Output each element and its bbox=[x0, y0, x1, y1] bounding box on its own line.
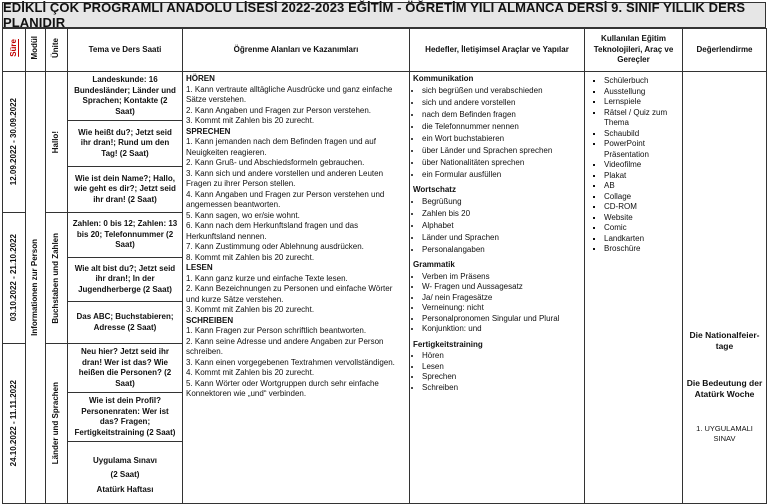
hedef-item: • Personalpronomen Singular und Plural bbox=[422, 314, 581, 325]
unit-cell: Buchstaben und Zahlen bbox=[46, 213, 68, 344]
unit-cell: Länder und Sprachen bbox=[46, 344, 68, 504]
hedef-item: • sich und andere vorstellen bbox=[422, 98, 581, 109]
teknoloji-item: ▪ Ausstellung bbox=[604, 87, 679, 98]
uygulama-saat-text: (2 Saat) bbox=[110, 470, 140, 480]
header-alanlar: Öğrenme Alanları ve Kazanımları bbox=[183, 29, 410, 72]
hedef-item: • Verben im Präsens bbox=[422, 272, 581, 283]
header-tema: Tema ve Ders Saati bbox=[68, 29, 183, 72]
hedef-item: • ein Wort buchstabieren bbox=[422, 134, 581, 145]
topic-cell: Das ABC; Buchstabieren; Adresse (2 Saat) bbox=[68, 302, 183, 344]
header-degerlendirme: Değerlendirme bbox=[683, 29, 767, 72]
header-modul: Modül bbox=[26, 29, 46, 72]
teknoloji-item: ▪ Schülerbuch bbox=[604, 76, 679, 87]
topic-cell: Wie ist dein Profil? Personenraten: Wer ist das? Fragen; Fertigkeitstraining (2 Saat) bbox=[68, 393, 183, 442]
hedef-item: • Verneinung: nicht bbox=[422, 303, 581, 314]
kazanim-item: 5. Kann sagen, wo er/sie wohnt. bbox=[186, 210, 300, 220]
teknoloji-item: ▪ Plakat bbox=[604, 171, 679, 182]
hedef-item: • über Länder und Sprachen sprechen bbox=[422, 146, 581, 157]
hedef-item: • ein Formular ausfüllen bbox=[422, 170, 581, 181]
kazanim-item: 8. Kommt mit Zahlen bis 20 zurecht. bbox=[186, 252, 315, 262]
kazanim-section-title: LESEN bbox=[186, 263, 213, 272]
uygulama-sinavi-text: Uygulama Sınavı bbox=[92, 455, 158, 465]
teknoloji-item: ▪ Comic bbox=[604, 223, 679, 234]
kazanim-item: 3. Kann einen vorgegebenen Textrahmen vervollständigen. bbox=[186, 357, 395, 367]
plan-table bbox=[2, 28, 767, 504]
hedef-section-title: Kommunikation bbox=[413, 74, 474, 83]
hedef-item: • Schreiben bbox=[422, 383, 581, 394]
hedef-section-title: Wortschatz bbox=[413, 185, 456, 194]
hedef-item: • sich begrüßen und verabschieden bbox=[422, 86, 581, 97]
kazanimlar-cell bbox=[183, 72, 410, 504]
period-cell: 12.09.2022 - 30.09.2022 bbox=[3, 72, 26, 213]
kazanim-section-title: SPRECHEN bbox=[186, 126, 231, 136]
topic-cell bbox=[68, 442, 183, 504]
header-sure: Süre bbox=[3, 29, 26, 72]
hedef-item: • die Telefonnummer nennen bbox=[422, 122, 581, 133]
teknoloji-item: ▪ Collage bbox=[604, 192, 679, 203]
topic-cell: Zahlen: 0 bis 12; Zahlen: 13 bis 20; Telefonnummer (2 Saat) bbox=[68, 213, 183, 258]
hedef-section-title: Grammatik bbox=[413, 260, 455, 269]
teknoloji-item: ▪ Videofilme bbox=[604, 160, 679, 171]
hedef-item: • nach dem Befinden fragen bbox=[422, 110, 581, 121]
module-cell: Informationen zur Person bbox=[26, 72, 46, 504]
topic-cell: Wie ist dein Name?; Hallo, wie geht es dir?; Jetzt seid ihr dran! (2 Saat) bbox=[68, 167, 183, 213]
kazanim-item: 3. Kommt mit Zahlen bis 20 zurecht. bbox=[186, 305, 315, 314]
teknoloji-item: ▪ Broschüre bbox=[604, 244, 679, 255]
topic-cell: Wie heißt du?; Jetzt seid ihr dran!; Rund um den Tag! (2 Saat) bbox=[68, 121, 183, 167]
header-row bbox=[3, 29, 767, 72]
hedef-item: • Hören bbox=[422, 351, 581, 362]
hedef-item: • Sprechen bbox=[422, 372, 581, 383]
topic-cell: Landeskunde: 16 Bundesländer; Länder und Sprachen; Kontakte (2 Saat) bbox=[68, 72, 183, 121]
kazanim-item: 2. Kann Angaben und Fragen zur Person verstehen. bbox=[186, 105, 372, 115]
uygulamali-sinav-text: 1. UYGULAMALI SINAV bbox=[696, 424, 753, 443]
unit-cell: Hallo! bbox=[46, 72, 68, 213]
teknoloji-item: ▪ Rätsel / Quiz zum Thema bbox=[604, 108, 679, 129]
kazanim-item: 5. Kann Wörter oder Wortgruppen durch sehr einfache Konnektoren wie „und“ verbinden. bbox=[186, 378, 379, 398]
table-row bbox=[3, 72, 767, 121]
period-cell: 03.10.2022 - 21.10.2022 bbox=[3, 213, 26, 344]
kazanim-item: 7. Kann Zustimmung oder Ablehnung ausdrücken. bbox=[186, 242, 364, 251]
kazanim-item: 2. Kann Bezeichnungen zu Personen und einfache Wörter und kurze Sätze verstehen. bbox=[186, 284, 393, 304]
teknoloji-cell bbox=[585, 72, 683, 504]
hedef-item: • Länder und Sprachen bbox=[422, 233, 581, 244]
kazanim-section-title: SCHREIBEN bbox=[186, 315, 234, 325]
header-hedefler: Hedefler, İletişimsel Araçlar ve Yapılar bbox=[410, 29, 585, 72]
hedef-item: • Zahlen bis 20 bbox=[422, 209, 581, 220]
topic-cell: Neu hier? Jetzt seid ihr dran! Wer ist das? Wie heißen die Personen? (2 Saat) bbox=[68, 344, 183, 393]
header-unite: Ünite bbox=[46, 29, 68, 72]
hedef-section-title: Fertigkeitstraining bbox=[413, 339, 483, 349]
document-title: EDİKLİ ÇOK PROGRAMLI ANADOLU LİSESİ 2022-2023 EĞİTİM - ÖĞRETİM YILI ALMANCA DERSİ 9. SINIF YILLIK DERS PLANIDIR bbox=[2, 2, 766, 28]
hedef-item: • Alphabet bbox=[422, 221, 581, 232]
kazanim-item: 3. Kommt mit Zahlen bis 20 zurecht. bbox=[186, 116, 315, 125]
kazanim-item: 1. Kann vertraute alltägliche Ausdrücke und ganz einfache Sätze verstehen. bbox=[186, 84, 393, 104]
teknoloji-item: ▪ Landkarten bbox=[604, 234, 679, 245]
teknoloji-item: ▪ Lernspiele bbox=[604, 97, 679, 108]
kazanim-item: 4. Kommt mit Zahlen bis 20 zurecht. bbox=[186, 368, 315, 377]
ataturk-haftasi-text: Atatürk Haftası bbox=[96, 484, 154, 494]
hedef-item: • Begrüßung bbox=[422, 197, 581, 208]
topic-cell: Wie alt bist du?; Jetzt seid ihr dran!; In der Jugendherberge (2 Saat) bbox=[68, 258, 183, 302]
kazanim-item: 1. Kann Fragen zur Person schriftlich beantworten. bbox=[186, 326, 367, 335]
kazanim-section-title: HÖREN bbox=[186, 74, 215, 83]
teknoloji-item: ▪ Website bbox=[604, 213, 679, 224]
hedef-item: • Ja/ nein Fragesätze bbox=[422, 293, 581, 304]
kazanim-item: 4. Kann Angaben und Fragen zur Person verstehen und angemessen beantworten. bbox=[186, 189, 385, 209]
teknoloji-item: ▪ CD-ROM bbox=[604, 202, 679, 213]
degerlendirme-cell bbox=[683, 72, 767, 504]
hedefler-cell bbox=[410, 72, 585, 504]
period-cell: 24.10.2022 - 11.11.2022 bbox=[3, 344, 26, 504]
teknoloji-item: ▪ Schaubild bbox=[604, 129, 679, 140]
hedef-item: • Personalangaben bbox=[422, 245, 581, 256]
kazanim-item: 6. Kann nach dem Herkunftsland fragen und das Herkunftsland nennen. bbox=[186, 221, 359, 241]
hedef-item: • über Nationalitäten sprechen bbox=[422, 158, 581, 169]
hedef-item: • W- Fragen und Aussagesatz bbox=[422, 282, 581, 293]
kazanim-item: 3. Kann sich und andere vorstellen und anderen Leuten Fragen zu ihrer Person stellen. bbox=[186, 168, 384, 188]
hedef-item: • Lesen bbox=[422, 362, 581, 373]
kazanim-item: 1. Kann ganz kurze und einfache Texte lesen. bbox=[186, 273, 348, 283]
kazanim-item: 2. Kann seine Adresse und andere Angaben zur Person schreiben. bbox=[186, 336, 384, 356]
ataturk-woche-text: Die Bedeutung der Atatürk Woche bbox=[686, 378, 763, 399]
teknoloji-item: ▪ AB bbox=[604, 181, 679, 192]
header-teknoloji: Kullanılan Eğitim Teknolojileri, Araç ve Gereçler bbox=[585, 29, 683, 72]
hedef-item: • Konjunktion: und bbox=[422, 324, 581, 335]
kazanim-item: 1. Kann jemanden nach dem Befinden fragen und auf Neuigkeiten reagieren. bbox=[186, 137, 376, 157]
nationalfeiertage-text: Die Nationalfeier-tage bbox=[689, 330, 760, 351]
teknoloji-item: ▪ PowerPoint Präsentation bbox=[604, 139, 679, 160]
kazanim-item: 2. Kann Gruß- und Abschiedsformeln gebrauchen. bbox=[186, 158, 365, 167]
